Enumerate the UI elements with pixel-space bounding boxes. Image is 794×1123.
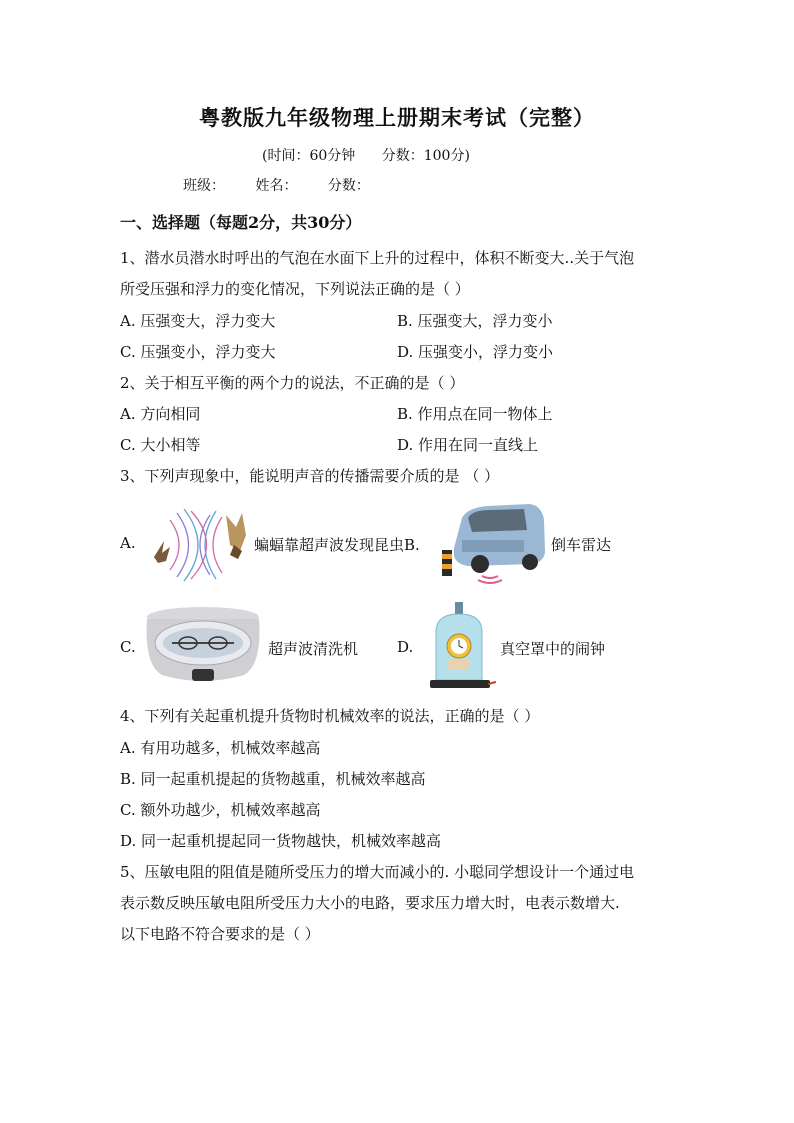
question-5-line-3: 以下电路不符合要求的是（ ） (120, 925, 320, 943)
question-3-option-a-text: 蝙蝠靠超声波发现昆虫B. (254, 536, 420, 554)
question-4-option-c: C. 额外功越少，机械效率越高 (120, 801, 321, 819)
question-5-line-2: 表示数反映压敏电阻所受压力大小的电路，要求压力增大时，电表示数增大. (120, 894, 620, 912)
question-3-option-c-text: 超声波清洗机 (268, 640, 359, 658)
ultrasonic-cleaner-image (142, 605, 264, 687)
question-4-option-d: D. 同一起重机提起同一货物越快，机械效率越高 (120, 832, 442, 850)
question-3-option-b-text: 倒车雷达 (551, 536, 612, 554)
question-2-option-c: C. 大小相等 (120, 436, 201, 454)
question-3-option-a-letter: A. (120, 534, 136, 552)
question-3-line-1: 3、下列声现象中，能说明声音的传播需要介质的是 （ ） (120, 467, 500, 485)
exam-meta (262, 145, 492, 165)
question-2-option-b: B. 作用点在同一物体上 (397, 405, 553, 423)
question-4-line-1: 4、下列有关起重机提升货物时机械效率的说法，正确的是（ ） (120, 707, 540, 725)
name-label: 姓名： (255, 178, 298, 194)
question-3-option-d-text: 真空罩中的闹钟 (500, 640, 606, 658)
bat-ultrasound-image (150, 505, 255, 585)
vacuum-bell-jar-clock-image (426, 600, 496, 692)
question-2-option-d: D. 作用在同一直线上 (397, 436, 539, 454)
question-1-option-d: D. 压强变小，浮力变小 (397, 343, 554, 361)
question-1-option-b: B. 压强变大，浮力变小 (397, 312, 553, 330)
question-1-option-c: C. 压强变小，浮力变大 (120, 343, 276, 361)
total-score: 分数：100分) (381, 148, 470, 164)
question-3-option-d-letter: D. (397, 638, 414, 656)
question-1-line-2: 所受压强和浮力的变化情况，下列说法正确的是（ ） (120, 280, 470, 298)
section-heading: 一、选择题（每题2分，共30分） (120, 213, 362, 232)
question-1-line-1: 1、潜水员潜水时呼出的气泡在水面下上升的过程中，体积不断变大..关于气泡 (120, 249, 635, 267)
page-title: 粤教版九年级物理上册期末考试（完整） (199, 105, 595, 130)
question-1-option-a: A. 压强变大，浮力变大 (120, 312, 276, 330)
time-limit: (时间：60分钟 (262, 148, 356, 164)
reversing-car-radar-image (432, 500, 547, 585)
points-label: 分数： (327, 178, 370, 194)
question-3-option-c-letter: C. (120, 638, 136, 656)
question-4-option-a: A. 有用功越多，机械效率越高 (120, 739, 321, 757)
student-info-line (183, 175, 396, 195)
class-label: 班级： (183, 178, 225, 194)
question-5-line-1: 5、压敏电阻的阻值是随所受压力的增大而减小的. 小聪同学想设计一个通过电 (120, 863, 635, 881)
question-4-option-b: B. 同一起重机提起的货物越重，机械效率越高 (120, 770, 426, 788)
question-2-option-a: A. 方向相同 (120, 405, 201, 423)
question-2-line-1: 2、关于相互平衡的两个力的说法，不正确的是（ ） (120, 374, 465, 392)
